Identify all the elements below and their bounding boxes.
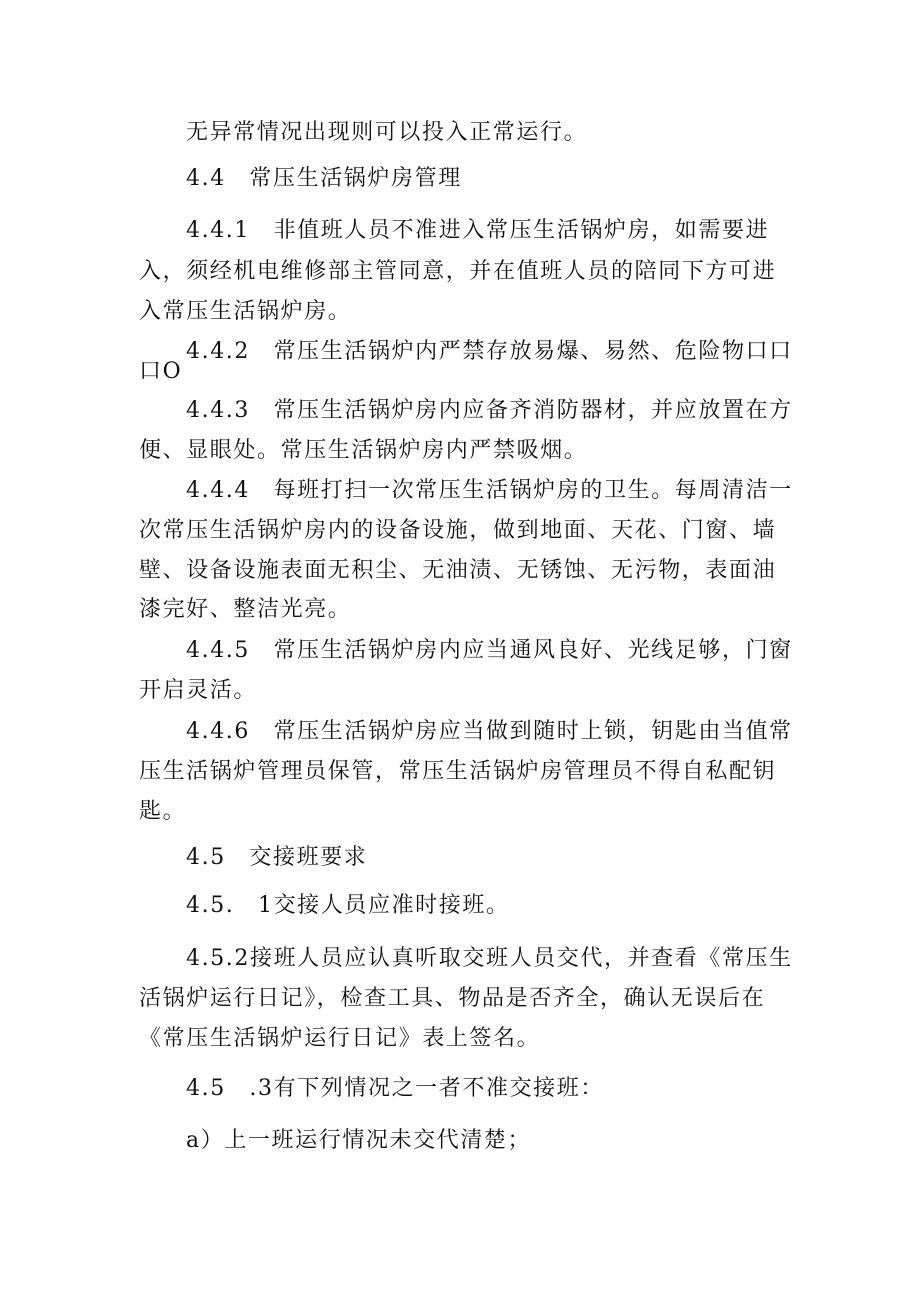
paragraph-line: 壁、设备设施表面无积尘、无油渍、无锈蚀、无污物，表面油 [139, 558, 777, 583]
paragraph-line: 《常压生活锅炉运行日记》表上签名。 [139, 1026, 541, 1051]
paragraph-line: 无异常情况出现则可以投入正常运行。 [186, 120, 588, 145]
paragraph-line: 活锅炉运行日记》，检查工具、物品是否齐全，确认无误后在 [139, 986, 766, 1011]
paragraph-line: 4.4.3 常压生活锅炉房内应备齐消防器材，并应放置在方 [186, 398, 793, 423]
paragraph-line: 入，须经机电维修部主管同意，并在值班人员的陪同下方可进 [139, 259, 777, 284]
section-heading: 4.5 交接班要求 [186, 845, 368, 870]
paragraph-line: 4.4.4 每班打扫一次常压生活锅炉房的卫生。每周清洁一 [186, 478, 793, 503]
paragraph-line: 便、显眼处。常压生活锅炉房内严禁吸烟。 [139, 438, 588, 463]
paragraph-line: 4.4.6 常压生活锅炉房应当做到随时上锁，钥匙由当值常 [186, 719, 793, 744]
paragraph-line: 压生活锅炉管理员保管，常压生活锅炉房管理员不得自私配钥 [139, 759, 777, 784]
paragraph-line: 4.4.1 非值班人员不准进入常压生活锅炉房，如需要进 [186, 218, 770, 243]
section-heading: 4.4 常压生活锅炉房管理 [186, 166, 462, 191]
paragraph-line: 次常压生活锅炉房内的设备设施，做到地面、天花、门窗、墙 [139, 518, 777, 543]
paragraph-line: 4.5.2接班人员应认真听取交班人员交代，并查看《常压生 [186, 946, 793, 971]
paragraph-line: 4.4.2 常压生活锅炉内严禁存放易爆、易然、危险物口口 [186, 339, 793, 364]
paragraph-line: 开启灵活。 [139, 678, 258, 703]
paragraph-line: 4.5 .3有下列情况之一者不准交接班： [186, 1076, 604, 1101]
list-item: a）上一班运行情况未交代清楚； [186, 1128, 532, 1153]
paragraph-line: 匙。 [139, 799, 187, 824]
paragraph-line: 口O [139, 359, 183, 384]
paragraph-line: 漆完好、整洁光亮。 [139, 597, 352, 622]
paragraph-line: 4.4.5 常压生活锅炉房内应当通风良好、光线足够，门窗 [186, 638, 793, 663]
paragraph-line: 4.5. 1交接人员应准时接班。 [186, 893, 510, 918]
paragraph-line: 入常压生活锅炉房。 [139, 299, 352, 324]
